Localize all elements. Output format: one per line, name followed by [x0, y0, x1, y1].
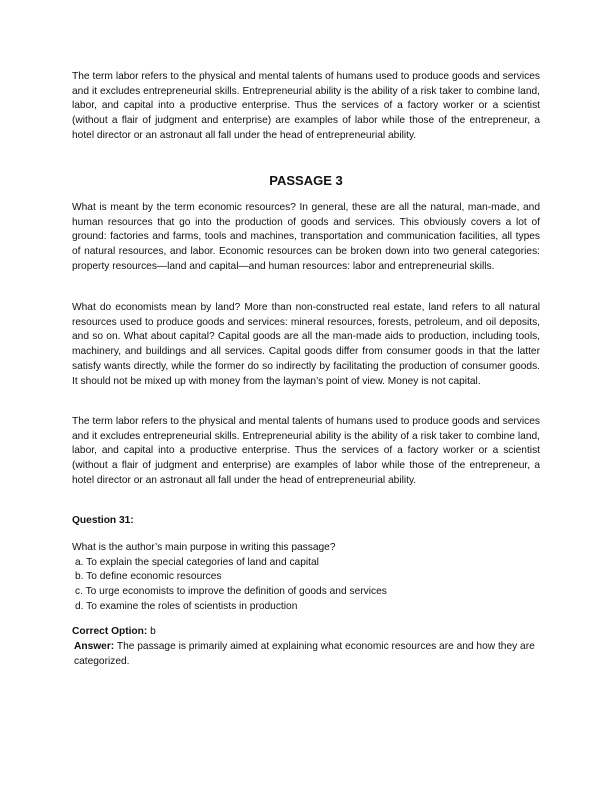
passage-paragraph-1: What is meant by the term economic resources? In general, these are all the natural, man-made, and human resources that go into the production of goods and services. This obviously covers a lot of ground: factories and farms, tools and machines, transportation and communication facilities, all types of natural resources, and labor. Economic resources can be broken down into two general categories: property resources—land and capital—and human resources: labor and entrepreneurial skills.: [72, 202, 540, 272]
option-c: c. To urge economists to improve the definition of goods and services: [75, 586, 387, 598]
question-block: [72, 541, 540, 615]
option-d: d. To examine the roles of scientists in production: [75, 600, 298, 612]
correct-option-label: Correct Option:: [72, 626, 148, 637]
option-a: a. To explain the special categories of land and capital: [75, 556, 319, 568]
passage-title: PASSAGE 3: [269, 173, 343, 188]
correct-option-value: b: [150, 626, 156, 637]
question-text: What is the author’s main purpose in writing this passage?: [72, 542, 336, 553]
option-b: b. To define economic resources: [75, 571, 222, 583]
answer-label: Answer:: [74, 641, 115, 652]
answer: [72, 640, 540, 669]
answer-text: The passage is primarily aimed at explaining what economic resources are and how they are categorized.: [74, 641, 535, 667]
correct-option: [72, 625, 540, 640]
passage-paragraph-2: What do economists mean by land? More than non-constructed real estate, land refers to all natural resources used to produce goods and services: mineral resources, forests, petroleum, and oil deposits, and so on. What about capital? Capital goods are all the man-made aids to production, including tools, machinery, and buildings and all services. Capital goods differ from consumer goods in that the latter satisfy wants directly, while the former do so indirectly by facilitating the production of consumer goods. It should not be mixed up with money from the layman’s point of view. Money is not capital.: [72, 302, 540, 387]
question-label: Question 31:: [72, 515, 134, 526]
passage-paragraph-3: The term labor refers to the physical and mental talents of humans used to produce goods and services and it excludes entrepreneurial skills. Entrepreneurial ability is the ability of a risk taker to combine land, labor, and capital into a productive enterprise. Thus the services of a factory worker or a scientist (without a flair of judgment and enterprise) are examples of labor while those of the entrepreneur, a hotel director or an astronaut all fall under the head of entrepreneurial ability.: [72, 416, 540, 486]
intro-paragraph: The term labor refers to the physical and mental talents of humans used to produce goods and services and it excludes entrepreneurial skills. Entrepreneurial ability is the ability of a risk taker to combine land, labor, and capital into a productive enterprise. Thus the services of a factory worker or a scientist (without a flair of judgment and enterprise) are examples of labor while those of the entrepreneur, a hotel director or an astronaut all fall under the head of entrepreneurial ability.: [72, 71, 540, 141]
